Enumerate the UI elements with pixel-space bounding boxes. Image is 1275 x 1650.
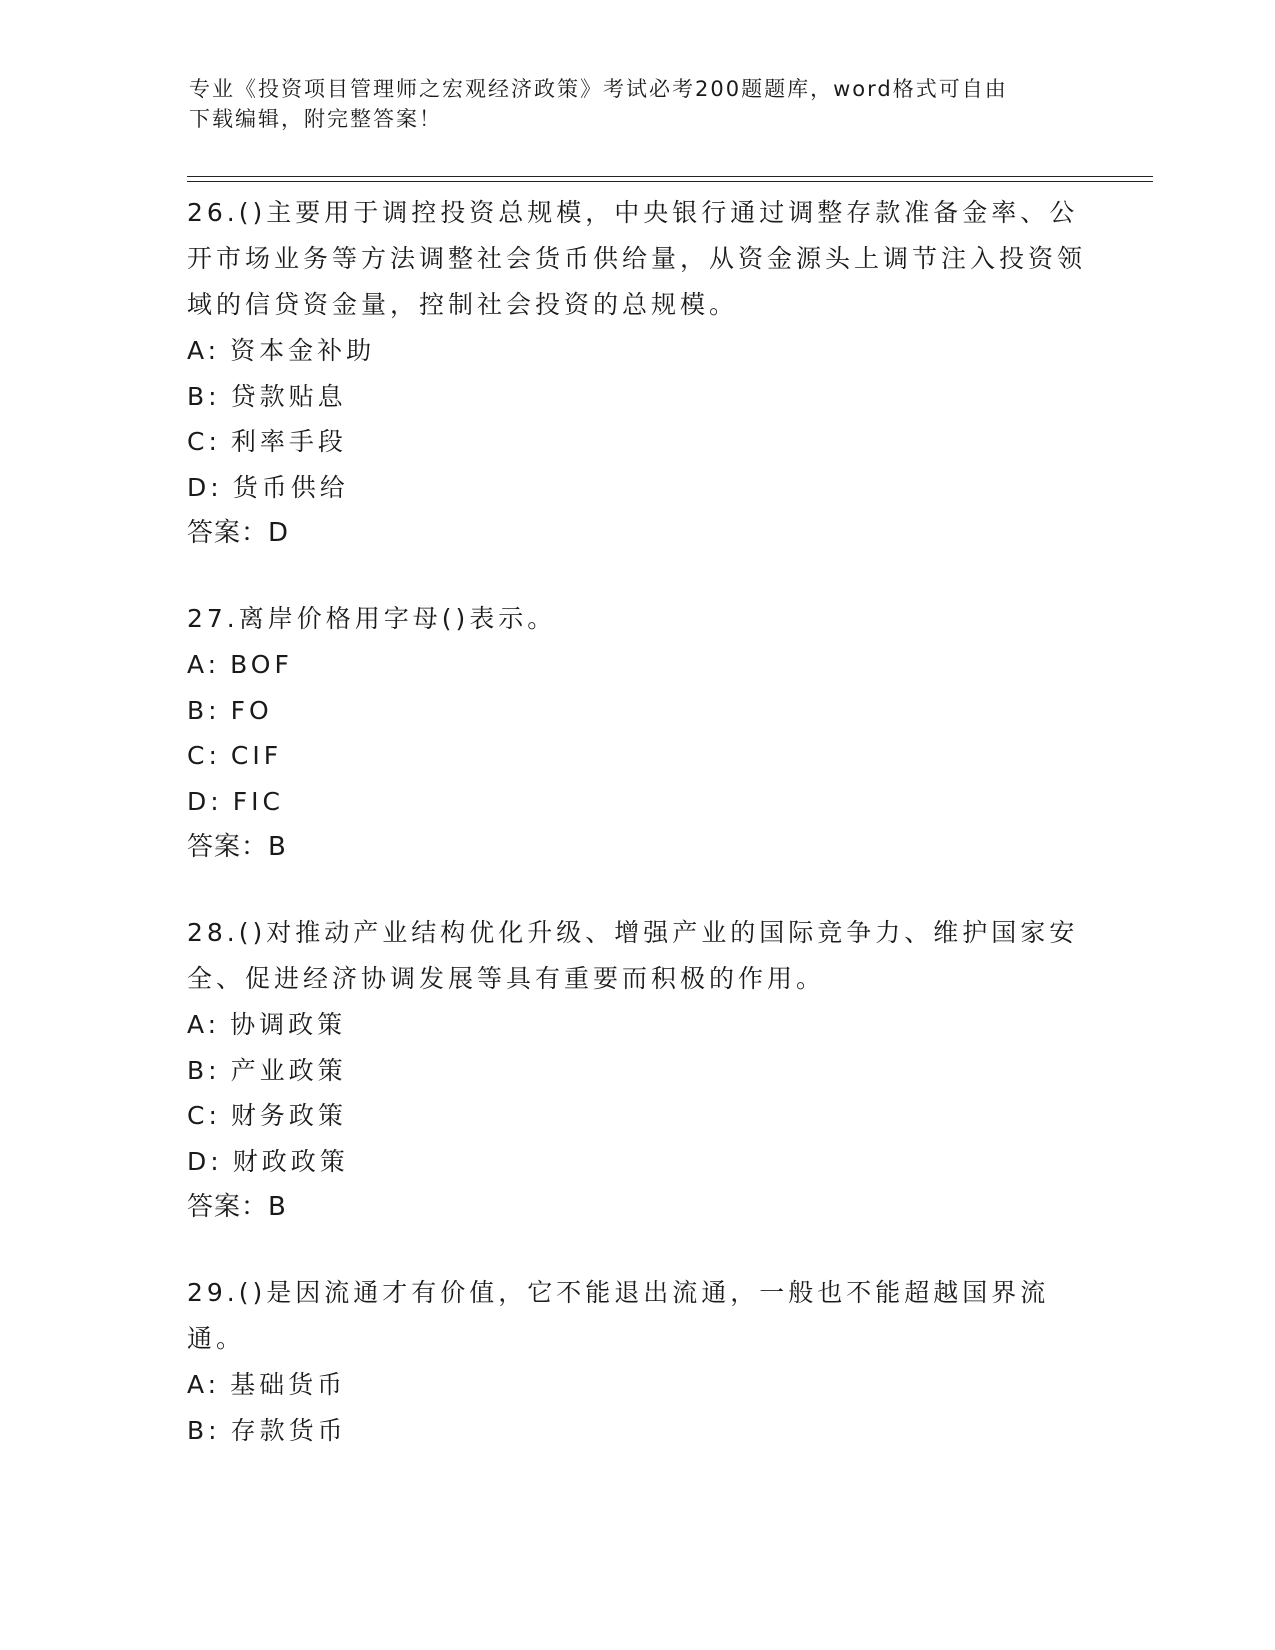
option-text: 产业政策 (230, 1055, 347, 1085)
option-key: D: (187, 786, 223, 816)
question-list (187, 190, 1087, 1493)
option-key: B: (187, 381, 221, 411)
question-text: 28.()对推动产业结构优化升级、增强产业的国际竞争力、维护国家安全、促进经济协调发展等具有重要而积极的作用。 (187, 918, 1079, 993)
option-key: B: (187, 1055, 221, 1085)
option-key: D: (187, 1146, 223, 1176)
option-d (187, 1139, 1087, 1185)
option-text: 财务政策 (230, 1101, 347, 1130)
option-key: A: (187, 1370, 221, 1399)
question-text: 26.()主要用于调控投资总规模，中央银行通过调整存款准备金率、公开市场业务等方法调整社会货币供给量，从资金源头上调节注入投资领域的信贷资金量，控制社会投资的总规模。 (187, 198, 1087, 319)
option-a (187, 1002, 1087, 1048)
option-text: 财政政策 (232, 1146, 349, 1176)
option-a (187, 328, 1087, 374)
question-29 (187, 1270, 1087, 1453)
option-key: A: (187, 650, 221, 679)
option-a (187, 642, 1087, 688)
option-d (187, 465, 1087, 511)
header-divider-bottom (187, 181, 1153, 182)
option-text: 存款货币 (230, 1415, 347, 1445)
answer: 答案：B (187, 1192, 287, 1222)
option-a (187, 1362, 1087, 1408)
option-key: C: (187, 741, 221, 770)
option-key: B: (187, 1415, 221, 1445)
answer: 答案：B (187, 832, 287, 862)
option-text: BOF (230, 650, 293, 679)
option-c (187, 1093, 1087, 1139)
question-26 (187, 190, 1087, 556)
answer: 答案：D (187, 518, 290, 548)
option-text: 货币供给 (232, 472, 349, 502)
question-text: 29.()是因流通才有价值，它不能退出流通，一般也不能超越国界流通。 (187, 1278, 1050, 1353)
option-text: 利率手段 (230, 427, 347, 456)
option-text: FIC (232, 786, 284, 816)
question-27 (187, 596, 1087, 870)
option-key: C: (187, 427, 221, 456)
option-text: 基础货币 (230, 1370, 347, 1399)
option-key: A: (187, 336, 221, 365)
option-b (187, 1048, 1087, 1094)
option-text: 协调政策 (230, 1010, 347, 1039)
option-b (187, 1408, 1087, 1454)
header-divider-top (187, 176, 1153, 177)
option-c (187, 733, 1087, 779)
document-header (189, 74, 1079, 134)
question-28 (187, 910, 1087, 1230)
option-b (187, 374, 1087, 420)
header-line-2: 下载编辑，附完整答案！ (189, 107, 442, 131)
option-c (187, 419, 1087, 465)
option-b (187, 688, 1087, 734)
option-text: 资本金补助 (230, 336, 376, 365)
option-key: A: (187, 1010, 221, 1039)
question-text: 27.离岸价格用字母()表示。 (187, 604, 557, 633)
header-line-1: 专业《投资项目管理师之宏观经济政策》考试必考200题题库，word格式可自由 (189, 77, 1008, 101)
option-text: 贷款贴息 (230, 381, 347, 411)
option-key: B: (187, 695, 221, 725)
option-key: C: (187, 1101, 221, 1130)
option-key: D: (187, 472, 223, 502)
option-d (187, 779, 1087, 825)
option-text: CIF (230, 741, 283, 770)
option-text: FO (230, 695, 273, 725)
